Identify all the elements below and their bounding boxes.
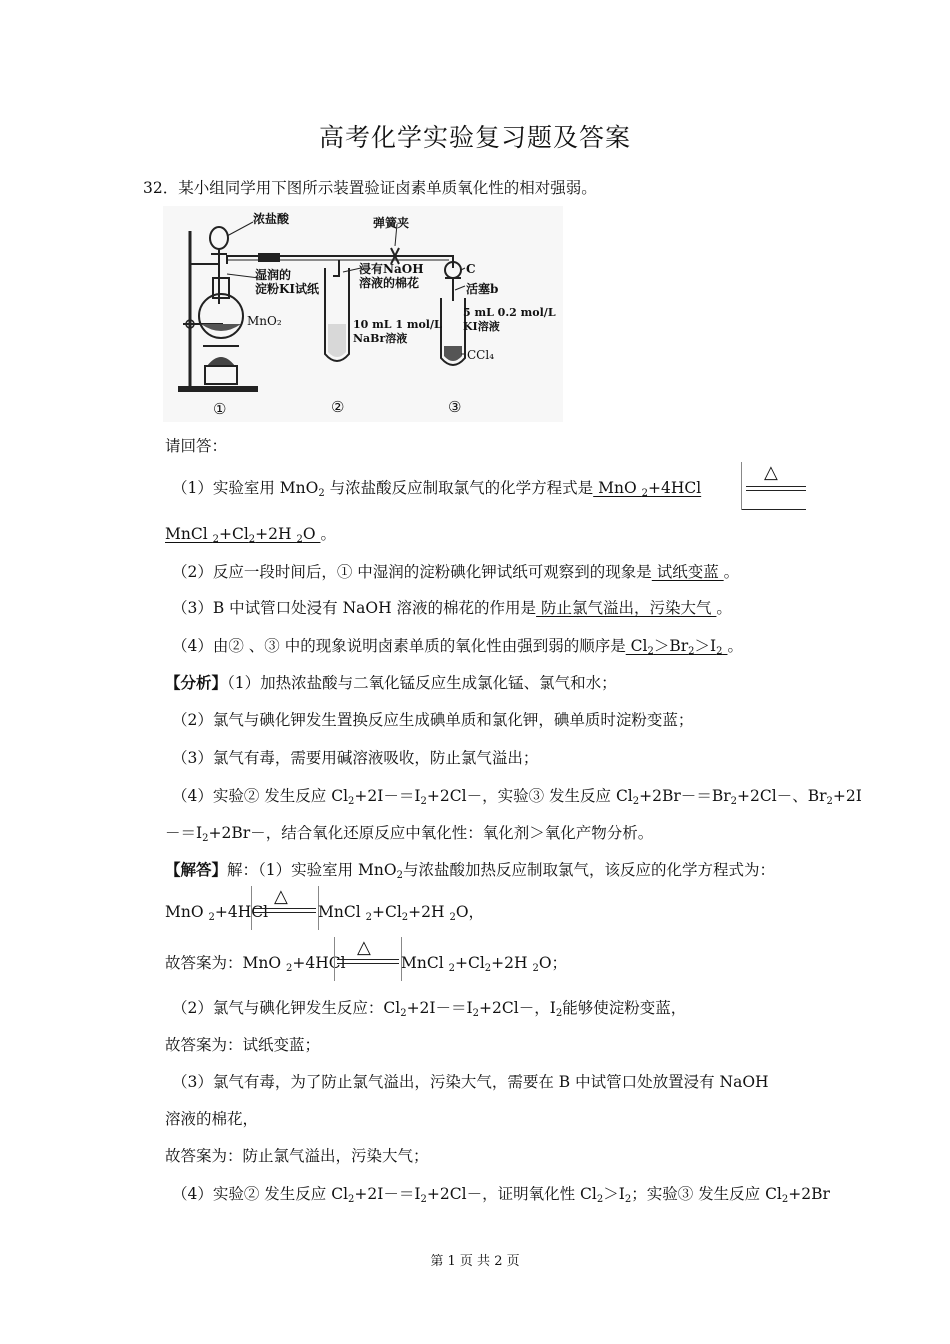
an-l5c: ，结合氧化还原反应中氧化性：氧化剂＞氧化产物分析。: [265, 824, 654, 842]
q1-answer-a: MnO: [593, 479, 642, 497]
eq1-s1: 2: [208, 912, 215, 923]
delta-symbol: △: [764, 462, 778, 483]
analysis-l5: [165, 823, 653, 849]
a4-e: ，证明氧化性 Cl: [482, 1185, 597, 1203]
label-apparatus-2: ②: [331, 398, 345, 416]
q4-text: （4）由② 、③ 中的现象说明卤素单质的氧化性由强到弱的顺序是: [172, 637, 626, 655]
q4-a3: ＞I: [694, 637, 717, 655]
an-l4g: ＝Br: [696, 787, 731, 805]
analysis-l2: （2）氯气与碘化钾发生置换反应生成碘单质和氯化钾，碘单质时淀粉变蓝；: [172, 711, 694, 729]
label-ki-line2: KI溶液: [463, 320, 500, 333]
label-nabr-line1: 10 mL 1 mol/L: [353, 318, 442, 331]
a4-s5: 2: [781, 1194, 789, 1205]
label-cotton-line2: 溶液的棉花: [359, 276, 420, 290]
an-l4i: 、Br: [792, 787, 827, 805]
label-apparatus-3: ③: [448, 398, 462, 416]
q2-text: （2）反应一段时间后，① 中湿润的淀粉碘化钾试纸可观察到的现象是: [172, 563, 652, 581]
answer-tag: 【解答】: [165, 860, 228, 879]
a2-c: －＝I: [435, 999, 473, 1017]
answer-eq2-left: [165, 953, 346, 979]
q3-line: [172, 598, 732, 618]
a2-a: （2）氯气与碘化钾发生反应：Cl: [172, 999, 401, 1017]
a4-s1: 2: [348, 1194, 355, 1205]
label-wet-paper-line2: 淀粉KI试纸: [255, 282, 320, 296]
answer-eq1-right: [318, 902, 484, 928]
an-s1: 2: [348, 796, 355, 807]
answer-l4: [172, 1184, 830, 1210]
q1-heat-condition: [741, 462, 806, 510]
q4-s1: 2: [647, 646, 654, 657]
a2-e: ，I: [534, 999, 556, 1017]
label-stopcock: 活塞b: [466, 282, 499, 296]
answer-l1: [165, 860, 775, 886]
answer-l3-cont: 溶液的棉花，: [165, 1110, 259, 1128]
eq2-s1: 2: [286, 963, 293, 974]
q4-s3: 2: [716, 646, 723, 657]
an-m1: －: [466, 787, 483, 805]
eq1-delta: △: [274, 886, 288, 907]
q1-ans2-s3: 2: [296, 534, 303, 545]
q1-answer-b: +4HCl: [647, 479, 702, 497]
eq2-a: MnO: [242, 954, 287, 972]
q1-line2: [165, 524, 336, 550]
an-s6: 2: [202, 833, 209, 844]
a4-m: －: [466, 1185, 483, 1203]
a2-s2: 2: [472, 1008, 480, 1019]
q4-end: 。: [727, 637, 743, 655]
q1-answer-sub: 2: [641, 488, 648, 499]
an-s3: 2: [632, 796, 640, 807]
eq2-r3: +2H: [491, 954, 533, 972]
q4-a2: ＞Br: [653, 637, 689, 655]
q1-answer-part1: [593, 479, 701, 497]
eq1-b: +4HCl: [214, 903, 269, 921]
eq1-rs3: 2: [449, 912, 456, 923]
prompt: 请回答：: [165, 437, 228, 455]
label-conc-hcl: 浓盐酸: [253, 212, 290, 226]
q4-a1: Cl: [625, 637, 648, 655]
an-s2: 2: [420, 796, 427, 807]
q2-end: 。: [723, 563, 740, 581]
label-apparatus-1: ①: [213, 400, 227, 418]
q1-answer-part2: [165, 525, 320, 543]
q1-prefix: （1）实验室用 MnO: [172, 479, 319, 497]
a2-d: +2Cl: [479, 999, 519, 1017]
page-title: 高考化学实验复习题及答案: [318, 123, 631, 152]
label-mno2: MnO₂: [247, 314, 282, 328]
q1-line1: [172, 478, 701, 504]
answer-l2: [172, 998, 686, 1024]
a2-m: －: [518, 999, 535, 1017]
label-cotton-line1: 浸有NaOH: [359, 262, 424, 276]
label-ki-line1: 5 mL 0.2 mol/L: [463, 306, 556, 319]
apparatus-figure: [163, 206, 563, 422]
eq1-r3: +2H: [408, 903, 450, 921]
q3-answer: 防止氯气溢出，污染大气: [536, 599, 717, 617]
eq2-heat-condition: [334, 937, 402, 981]
q2-answer: 试纸变蓝: [651, 563, 724, 581]
an-l4j: +2I: [832, 787, 862, 805]
eq1-rs2: 2: [401, 912, 409, 923]
q2-line: [172, 562, 739, 582]
q3-end: 。: [716, 599, 732, 617]
label-nabr-line2: NaBr溶液: [353, 332, 408, 345]
a4-s4: 2: [624, 1194, 632, 1205]
eq2-r2: +Cl: [454, 954, 485, 972]
q4-line: [172, 636, 743, 662]
a2-f: 能够使淀粉变蓝，: [562, 999, 687, 1017]
label-wet-paper: [255, 268, 319, 296]
an-s4: 2: [730, 796, 737, 807]
an-l4e: ，实验③ 发生反应 Cl: [482, 787, 633, 805]
eq2-rs1: 2: [448, 963, 455, 974]
an-l5a: ＝I: [180, 824, 203, 842]
eq1-a: MnO: [165, 903, 209, 921]
q4-answer: [626, 637, 728, 655]
a4-h: +2Br: [788, 1185, 830, 1203]
eq1-rs1: 2: [365, 912, 372, 923]
q4-s2: 2: [688, 646, 695, 657]
eq2-prefix: 故答案为：: [165, 954, 243, 972]
label-spring-clip: 弹簧夹: [373, 216, 410, 230]
a2-s1: 2: [400, 1008, 407, 1019]
analysis-tag: 【分析】: [165, 673, 228, 692]
question-stem: [143, 178, 597, 198]
label-cotton: [359, 262, 424, 290]
eq2-b: +4HCl: [292, 954, 346, 972]
an-l4f: +2Br: [639, 787, 681, 805]
a4-a: （4）实验② 发生反应 Cl: [172, 1185, 349, 1203]
page-footer: 第 1 页 共 2 页: [430, 1254, 520, 1269]
q1-ans2-c: +2H: [255, 525, 297, 543]
eq2-delta: △: [357, 937, 371, 958]
an-l4c: －＝I: [383, 787, 421, 805]
an-m2: －: [680, 787, 697, 805]
q3-text: （3）B 中试管口处浸有 NaOH 溶液的棉花的作用是: [172, 599, 537, 617]
analysis-l4: [172, 786, 862, 812]
label-ki: [463, 306, 556, 334]
label-c: C: [466, 262, 476, 276]
an-l5b: +2Br: [208, 824, 251, 842]
an-l4b: +2I: [354, 787, 384, 805]
q1-middle: 与浓盐酸反应制取氯气的化学方程式是: [329, 479, 594, 497]
a4-d: +2Cl: [426, 1185, 467, 1203]
ans-l1b: 与浓盐酸加热反应制取氯气，该反应的化学方程式为：: [403, 861, 776, 879]
a4-g: ；实验③ 发生反应 Cl: [631, 1185, 782, 1203]
a4-s3: 2: [596, 1194, 604, 1205]
eq2-rs3: 2: [532, 963, 539, 974]
answer-l3: （3）氯气有毒，为了防止氯气溢出，污染大气，需要在 B 中试管口处放置浸有 NaOH: [172, 1073, 769, 1091]
label-wet-paper-line1: 湿润的: [255, 268, 292, 282]
answer-l2-final: 故答案为：试纸变蓝；: [165, 1036, 321, 1054]
eq2-r1: MnCl: [401, 954, 449, 972]
an-l4h: +2Cl: [737, 787, 777, 805]
ans-s1: 2: [396, 870, 403, 881]
eq1-heat-condition: [251, 886, 319, 930]
q1-end: 。: [320, 525, 336, 543]
question-text: 某小组同学用下图所示装置验证卤素单质氧化性的相对强弱。: [178, 179, 597, 197]
a4-c: －＝I: [383, 1185, 421, 1203]
an-m4: －: [165, 824, 181, 842]
a2-s3: 2: [555, 1008, 563, 1019]
label-ccl4: CCl₄: [467, 348, 495, 362]
answer-eq2-right: [401, 953, 567, 979]
an-l4a: （4）实验② 发生反应 Cl: [172, 787, 349, 805]
eq1-r1: MnCl: [318, 903, 366, 921]
question-number: 32．: [143, 179, 179, 197]
a4-s2: 2: [420, 1194, 427, 1205]
analysis-l1: [165, 673, 617, 693]
q1-ans2-s2: 2: [248, 534, 256, 545]
an-m5: －: [250, 824, 266, 842]
answer-l3-final: 故答案为：防止氯气溢出，污染大气；: [165, 1147, 429, 1165]
a4-f: ＞I: [603, 1185, 625, 1203]
a4-b: +2I: [354, 1185, 384, 1203]
eq1-r2: +Cl: [371, 903, 402, 921]
an-s5: 2: [826, 796, 833, 807]
q1-ans2-a: MnCl: [165, 525, 213, 543]
eq2-r4: O；: [538, 954, 568, 972]
eq1-r4: O，: [455, 903, 485, 921]
label-nabr: [353, 318, 442, 346]
q1-sub: 2: [318, 488, 325, 499]
q1-ans2-s1: 2: [212, 534, 219, 545]
an-m3: －: [776, 787, 793, 805]
a2-b: +2I: [406, 999, 436, 1017]
analysis-line1: （1）加热浓盐酸与二氧化锰反应生成氯化锰、氯气和水；: [227, 674, 617, 692]
eq2-rs2: 2: [484, 963, 492, 974]
q1-ans2-b: +Cl: [218, 525, 249, 543]
q1-ans2-d: O: [302, 525, 321, 543]
an-l4d: +2Cl: [426, 787, 467, 805]
analysis-l3: （3）氯气有毒，需要用碱溶液吸收，防止氯气溢出；: [172, 749, 539, 767]
ans-l1: 解：（1）实验室用 MnO: [227, 861, 397, 879]
